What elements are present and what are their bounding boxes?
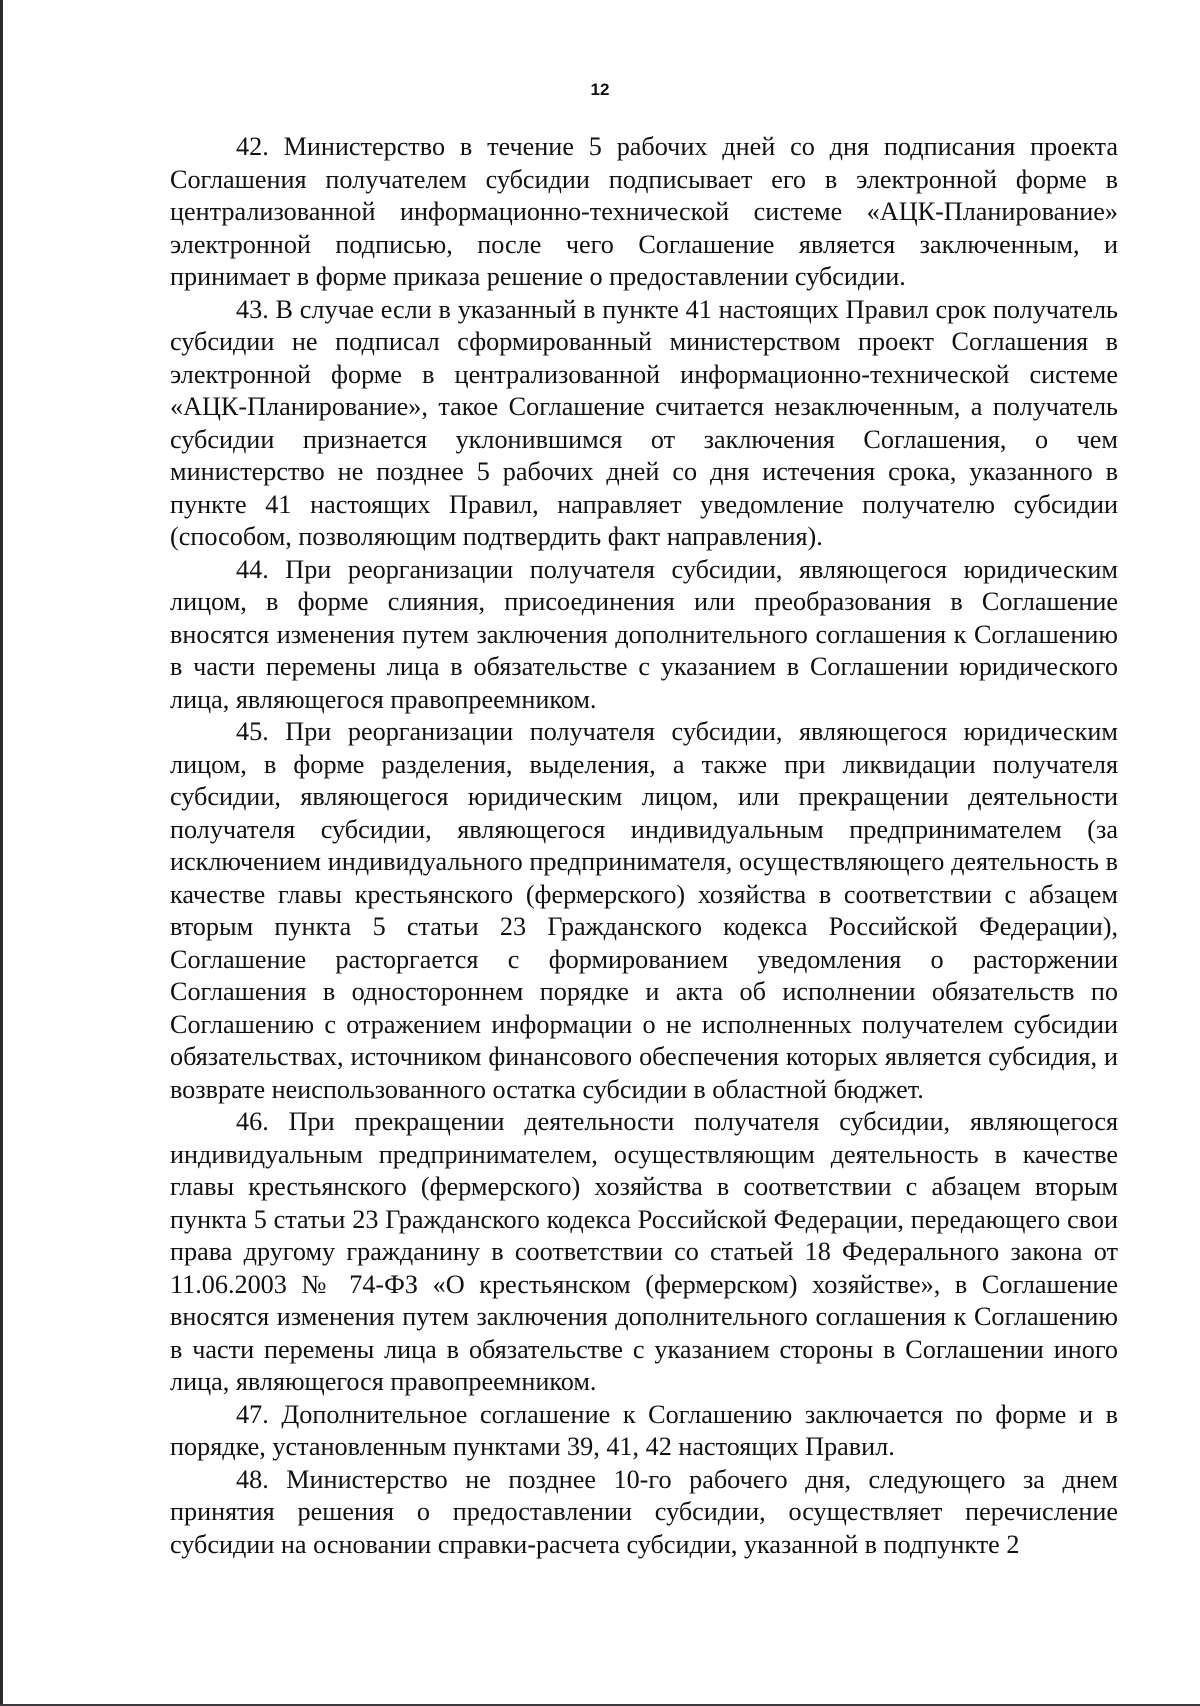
paragraph-42: 42. Министерство в течение 5 рабочих дней со дня подписания проекта Соглашения получателем субсидии подписывает его в электронной форме в централизованной информационно-технической системе «АЦК-Планирование» электронной подписью, после чего Соглашение является заключенным, и принимает в форме приказа решение о предоставлении субсидии.: [170, 132, 1118, 291]
paragraph-46: 46. При прекращении деятельности получателя субсидии, являющегося индивидуальным предпринимателем, осуществляющим деятельность в качестве главы крестьянского (фермерского) хозяйства в соответствии с абзацем вторым пункта 5 статьи 23 Гражданского кодекса Российской Федерации, передающего свои права другому гражданину в соответствии со статьей 18 Федерального закона от 11.06.2003 № 74-ФЗ «О крестьянском (фермерском) хозяйстве», в Соглашение вносятся изменения путем заключения дополнительного соглашения к Соглашению в части перемены лица в обязательстве с указанием стороны в Соглашении иного лица, являющегося правопреемником.: [170, 1107, 1118, 1396]
document-body: [170, 131, 1118, 1561]
page-number: 12: [590, 80, 610, 99]
paragraph-45: 45. При реорганизации получателя субсидии, являющегося юридическим лицом, в форме разделения, выделения, а также при ликвидации получателя субсидии, являющегося юридическим лицом, или прекращении деятельности получателя субсидии, являющегося индивидуальным предпринимателем (за исключением индивидуального предпринимателя, осуществляющего деятельность в качестве главы крестьянского (фермерского) хозяйства в соответствии с абзацем вторым пункта 5 статьи 23 Гражданского кодекса Российской Федерации), Соглашение расторгается с формированием уведомления о расторжении Соглашения в одностороннем порядке и акта об исполнении обязательств по Соглашению с отражением информации о не исполненных получателем субсидии обязательствах, источником финансового обеспечения которых является субсидия, и возврате неиспользованного остатка субсидии в областной бюджет.: [170, 717, 1118, 1104]
paragraph-44: 44. При реорганизации получателя субсидии, являющегося юридическим лицом, в форме слияния, присоединения или преобразования в Соглашение вносятся изменения путем заключения дополнительного соглашения к Соглашению в части перемены лица в обязательстве с указанием в Соглашении юридического лица, являющегося правопреемником.: [170, 554, 1118, 714]
paragraph-43: 43. В случае если в указанный в пункте 41 настоящих Правил срок получатель субсидии не подписал сформированный министерством проект Соглашения в электронной форме в централизованной информационно-технической системе «АЦК-Планирование», такое Соглашение считается незаключенным, а получатель субсидии признается уклонившимся от заключения Соглашения, о чем министерство не позднее 5 рабочих дней со дня истечения срока, указанного в пункте 41 настоящих Правил, направляет уведомление получателю субсидии (способом, позволяющим подтвердить факт направления).: [170, 294, 1118, 551]
paragraph-47: 47. Дополнительное соглашение к Соглашению заключается по форме и в порядке, установленным пунктами 39, 41, 42 настоящих Правил.: [170, 1399, 1118, 1461]
paragraph-48: 48. Министерство не позднее 10-го рабочего дня, следующего за днем принятия решения о предоставлении субсидии, осуществляет перечисление субсидии на основании справки-расчета субсидии, указанной в подпункте 2: [170, 1464, 1118, 1559]
scan-left-edge: [0, 0, 3, 1706]
